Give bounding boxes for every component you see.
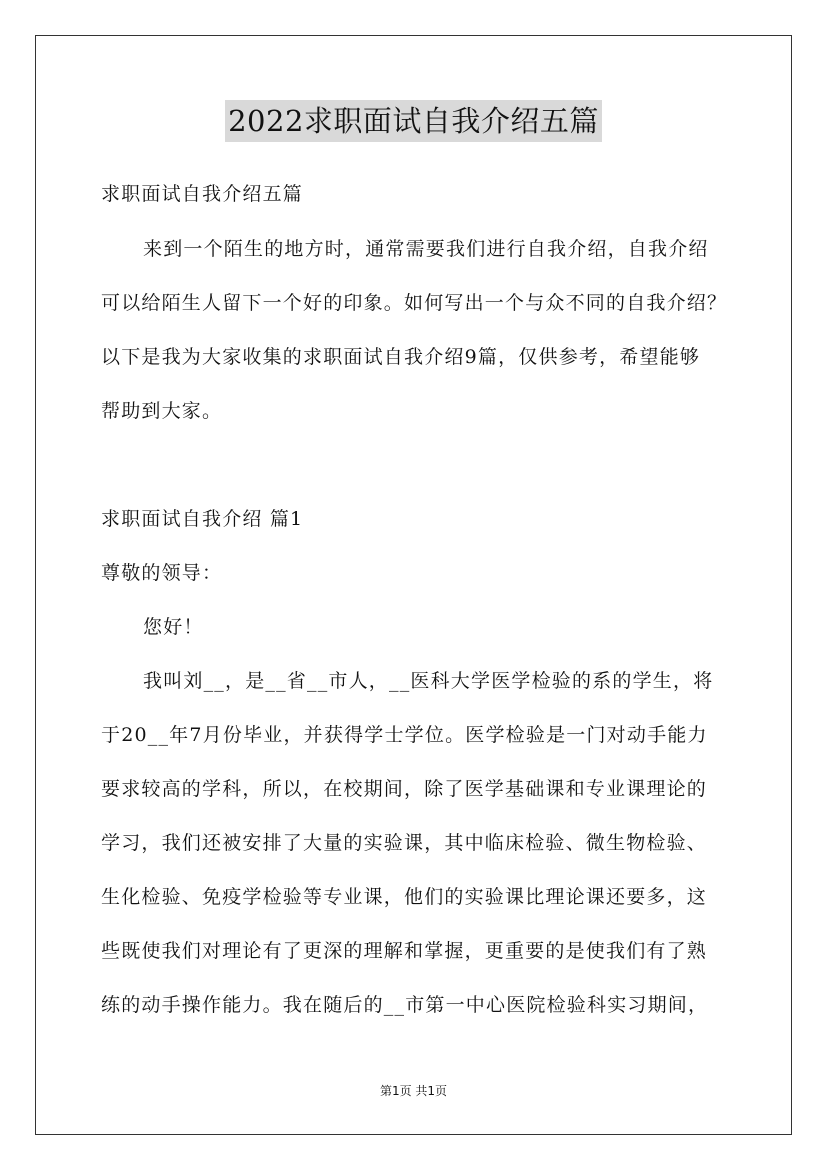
greeting: 您好！ (143, 616, 204, 638)
body-line: 要求较高的学科，所以，在校期间，除了医学基础课和专业课理论的 (101, 778, 708, 800)
body-line: 于20__年7月份毕业，并获得学士学位。医学检验是一门对动手能力 (101, 724, 708, 746)
document-title: 2022求职面试自我介绍五篇 (225, 100, 602, 142)
intro-line: 来到一个陌生的地方时，通常需要我们进行自我介绍，自我介绍 (143, 238, 709, 260)
page-number-footer: 第1页 共1页 (379, 1084, 448, 1098)
salutation: 尊敬的领导： (101, 562, 223, 584)
intro-line: 可以给陌生人留下一个好的印象。如何写出一个与众不同的自我介绍？ (101, 292, 728, 314)
title-container (0, 100, 827, 142)
body-line: 我叫刘__，是__省__市人，__医科大学医学检验的系的学生，将 (143, 670, 714, 692)
body-line: 些既使我们对理论有了更深的理解和掌握，更重要的是使我们有了熟 (101, 940, 708, 962)
intro-line: 帮助到大家。 (101, 400, 223, 422)
section-heading: 求职面试自我介绍 篇1 (101, 508, 304, 530)
intro-line: 以下是我为大家收集的求职面试自我介绍9篇，仅供参考，希望能够 (101, 346, 701, 368)
subtitle: 求职面试自我介绍五篇 (101, 183, 304, 205)
body-line: 学习，我们还被安排了大量的实验课，其中临床检验、微生物检验、 (101, 832, 708, 854)
body-line: 生化检验、免疫学检验等专业课，他们的实验课比理论课还要多，这 (101, 886, 708, 908)
body-line: 练的动手操作能力。我在随后的__市第一中心医院检验科实习期间， (101, 994, 709, 1016)
